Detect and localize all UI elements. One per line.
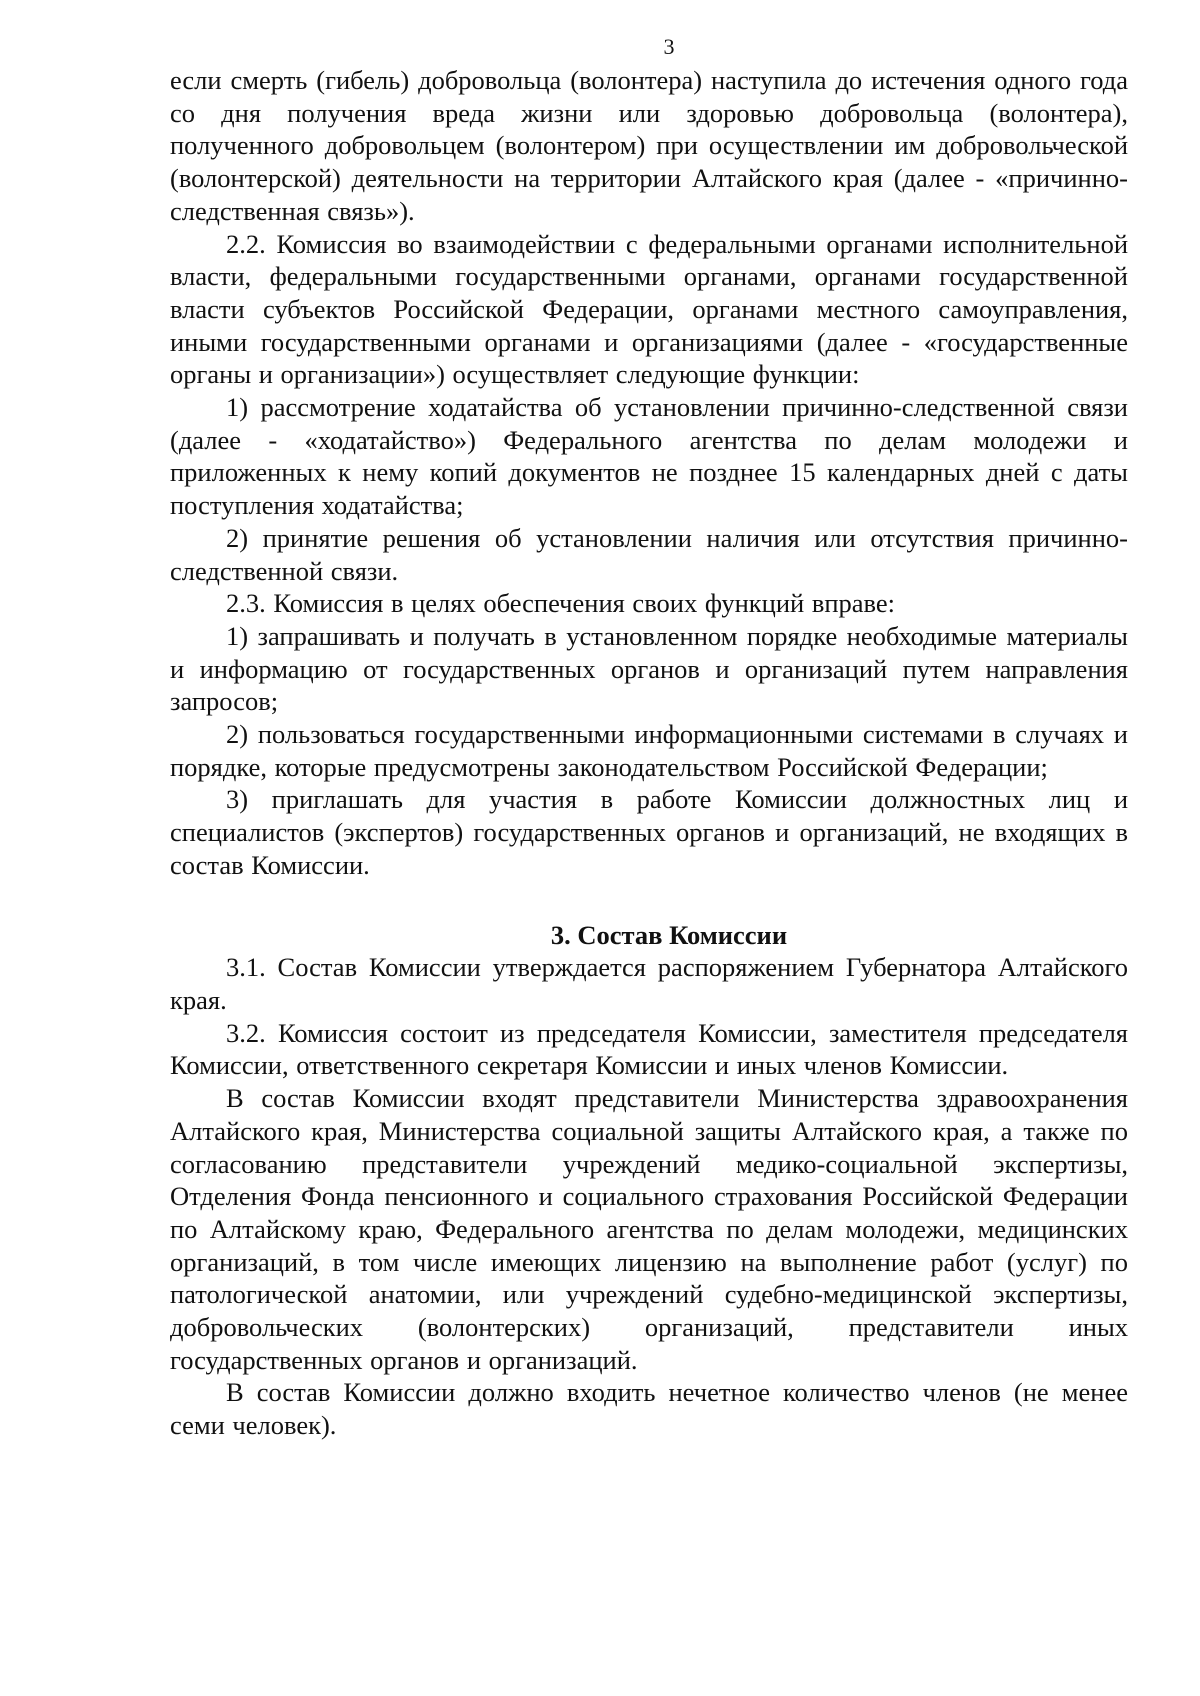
- paragraph-2-3: 2.3. Комиссия в целях обеспечения своих функций вправе:: [226, 588, 896, 619]
- list-item-2-2-2: 2) принятие решения об установлении наличия или отсутствия причинно-следственной связи.: [170, 522, 1128, 586]
- section-heading: 3. Состав Комиссии: [550, 919, 788, 950]
- paragraph-members-count: В состав Комиссии должно входить нечетное количество членов (не менее семи человек).: [170, 1377, 1128, 1441]
- paragraph-3-2: 3.2. Комиссия состоит из председателя Комиссии, заместителя председателя Комиссии, ответственного секретаря Комиссии и иных членов Комиссии.: [170, 1017, 1128, 1081]
- list-item-2-3-1: 1) запрашивать и получать в установленном порядке необходимые материалы и информацию от государственных органов и организаций путем направления запросов;: [170, 620, 1128, 717]
- paragraph-members-list: В состав Комиссии входят представители Министерства здравоохранения Алтайского края, Министерства социальной защиты Алтайского края, а также по согласованию представители учреждений медико-социальной экспертизы, Отделения Фонда пенсионного и социального страхования Российской Федерации по Алтайскому краю, Федерального агентства по делам молодежи, медицинских организаций, в том числе имеющих лицензию на выполнение работ (услуг) по патологической анатомии, или учреждений судебно-медицинской экспертизы, добровольческих (волонтерских) организаций, представители иных государственных органов и организаций.: [170, 1083, 1128, 1375]
- paragraph-3-1: 3.1. Состав Комиссии утверждается распоряжением Губернатора Алтайского края.: [170, 952, 1128, 1015]
- paragraph-death-condition: если смерть (гибель) добровольца (волонтера) наступила до истечения одного года со дня получения вреда жизни или здоровью добровольца (волонтера), полученного добровольцем (волонтером) при осуществлении им добровольческой (волонтерской) деятельности на территории Алтайского края (далее - «причинно-следственная связь»).: [170, 65, 1128, 226]
- list-item-2-3-3: 3) приглашать для участия в работе Комиссии должностных лиц и специалистов (экспертов) государственных органов и организаций, не входящих в состав Комиссии.: [170, 784, 1128, 880]
- page-number: 3: [663, 34, 675, 59]
- document-page: [170, 30, 1128, 1442]
- list-item-2-2-1: 1) рассмотрение ходатайства об установлении причинно-следственной связи (далее - «ходатайство») Федерального агентства по делам молодежи и приложенных к нему копий документов не позднее 15 календарных дней с даты поступления ходатайства;: [170, 392, 1128, 521]
- paragraph-2-2: 2.2. Комиссия во взаимодействии с федеральными органами исполнительной власти, федеральными государственными органами, органами государственной власти субъектов Российской Федерации, органами местного самоуправления, иными государственными органами и организациями (далее - «государственные органы и организации») осуществляет следующие функции:: [170, 228, 1128, 390]
- list-item-2-3-2: 2) пользоваться государственными информационными системами в случаях и порядке, которые предусмотрены законодательством Российской Федерации;: [170, 719, 1128, 782]
